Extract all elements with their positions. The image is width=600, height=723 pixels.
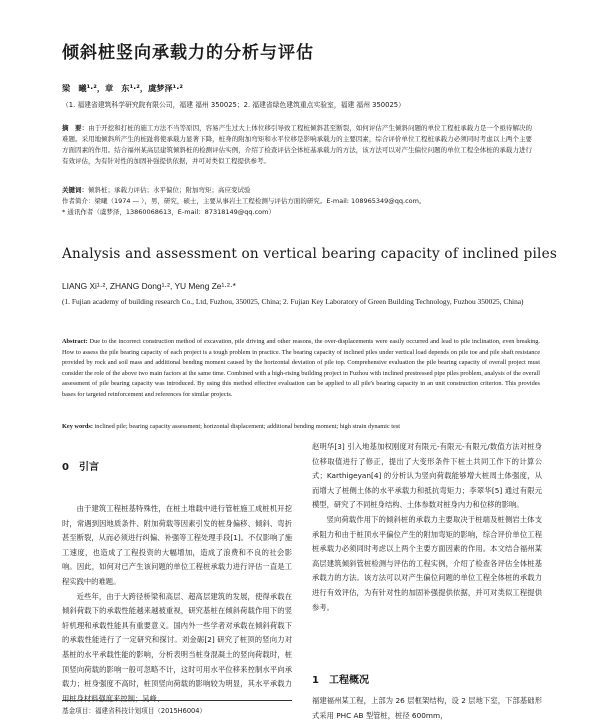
english-title: Analysis and assessment on vertical bearing capacity of inclined piles: [62, 246, 558, 262]
funding-footnote: 基金项目：福建省科技计划项目（2015H6004）: [62, 707, 207, 715]
intro-paragraph-2: 近些年，由于大跨径桥梁和高层、超高层建筑的发展，使得承载在倾斜荷载下的承载性能越来越被重视，研究基桩在倾斜荷载作用下的竖轩机理和承载性能具有重要意义。国内外一些学者对承载在倾斜荷载下的承载性能进行了一定研究和探讨。刘金砺[2] 研究了桩顶的竖向力对基桩的水平承载性能的影响，分析表明当桩身混凝土的竖向荷载时，桩顶竖向荷载的影响一般可忽略不计，这时可用水平位移来控制水平向承载力；桩身强度不高时，桩顶竖向荷载的影响较为明显，其水平承载力用桩身材料强度来控制；吴峰、: [62, 591, 292, 703]
chinese-abstract: [62, 123, 532, 167]
footnote-divider: [62, 700, 292, 701]
left-column: [62, 502, 292, 706]
english-affiliation: (1. Fujian academy of building research Co., Ltd, Fuzhou, 350025, China; 2. Fujian Key Laboratory of Green Building Technology, Fuzhou 350025, China): [62, 297, 524, 306]
english-abstract: [62, 337, 540, 401]
english-keywords-label: Key words:: [62, 423, 93, 430]
right-column: [312, 440, 542, 615]
chinese-title: 倾斜桩竖向承载力的分析与评估: [62, 43, 314, 63]
english-authors: LIANG Xi¹·², ZHANG Dong¹·², YU Meng Ze¹·²·*: [62, 281, 236, 291]
intro-paragraph-1: 由于建筑工程桩基特殊性，在桩土堆载中进行管桩施工成桩机开挖时，常遇到因地质条件、附加荷载等因素引发的桩身偏移、倾斜、弯折甚至断裂，从而必须进行纠偏、补强等工程处理手段[1]。不仅影响了施工速度，也造成了工程投资的大幅增加，造成了浪费和不良的社会影响。因此，如何对已产生该问题的单位工程桩承载力进行评估一直是工程实践中的难题。: [62, 504, 292, 586]
chinese-keywords-label: 关键词：: [62, 186, 88, 194]
right-paragraph-2: 竖向荷载作用下的倾斜桩的承载力主要取决于桩端及桩侧岩土体支承阻力和由于桩顶水平偏位产生的附加弯矩的影响，综合评价单位工程桩承载力必须同时考虑以上两个主要方面因素的作用。本文结合福州某高层建筑倾斜管桩检测与评估的工程实例，介绍了检查各评估全体桩基承载力的方法。该方法可以对产生偏位问题的单位工程全体桩的承载力进行有效评估，为有针对性的加固补强提供依据，并可对类似工程提供参考。: [312, 514, 542, 612]
english-abstract-text: Due to the incorrect construction method of excavation, pile driving and other reasons, the over-displacements were easily occurred and lead to pile inclination, even breaking. How to assess the pile bearing capacity of each project is a tough problem in practice. The bearing capacity of inclined piles under vertical load depends on pile toe and pile shaft resistance provided by rock and soil mass and additional bending moment caused by the horizontal deviation of pile top. Comprehensive evaluation the pile bearing capacity of overall project must consider the role of the above two main factors at the same time. Combined with a high-rising building project in Fuzhou with inclined prestressed pipe piles problem, analysis of the overall assessment of pile bearing capacity was introduced. By using this method effective evaluation can be applied to all pile's bearing capacity in an unit construction criterion. This provides bases for targeted reinforcement and references for similar projects.: [62, 338, 540, 398]
chinese-affiliation: （1. 福建省建筑科学研究院有限公司，福建 福州 350025；2. 福建省绿色建筑重点实验室，福建 福州 350025）: [62, 101, 405, 109]
english-abstract-label: Abstract:: [62, 338, 88, 345]
chinese-abstract-text: 由于开挖和打桩的施工方法不当等原因，容易产生过大上体位移引导致工程桩倾斜甚至断裂，如何评估产生倾斜问题的单位工程桩承载力是一个亟待解决的难题。采用地倾斜所产生的桩趾将使承载力显著下降，桩身的附加弯矩和水平位移是影响承载力的主要因素，综合评价单位工程桩承载力必须同时考虑以上两个主要方面因素的作用。结合福州某高层建筑倾斜桩的检测评估实例，介绍了检查评估全体桩基承载力的方法，该方法可以对产生偏位问题的单位工程全体桩的承载力进行有效评估，为有针对性的加固补强提供依据，并可对类似工程提供参考。: [62, 124, 533, 165]
right-paragraph-1: 赵明华[3] 引入地基加权刚度对有限元-有限元-有限元/数值方法对桩身位移取值进行了修正，提出了大变形条件下桩土共同工作下的计算公式；Karthigeyan[4] 的分析认为竖向荷载能够增大桩周土体强度，从而增大了桩侧土体的水平承载力和抵抗弯矩力；李翠华[5] 通过有限元模型，研究了不同桩身结构、土体参数对桩身内力和位移的影响。: [312, 442, 542, 510]
author-note: 作者简介：梁曦（1974 — ），男，研究，硕士，主要从事岩土工程检测与评估方面的研究。E-mail: 108965349@qq.com。: [62, 197, 426, 205]
corresponding-author: * 通讯作者（虞梦泽，13860068613，E-mail：87318149@qq.com）: [62, 208, 275, 216]
section-heading-project-overview: 1 工程概况: [312, 675, 369, 686]
chinese-keywords-text: 倾斜桩；承载力评估；水平偏位；附加弯矩；高应变试验: [88, 186, 251, 194]
section-heading-introduction: 0 引言: [62, 462, 99, 473]
english-keywords-text: inclined pile; bearing capacity assessment; horizontal displacement; additional bending moment; high strain dynamic test: [94, 423, 401, 430]
project-paragraph: 福建福州某工程，上部为 26 层框架结构，设 2 层地下室，下部基础形式采用 PHC AB 型管桩，桩径 600mm，: [312, 696, 542, 720]
chinese-keywords: [62, 185, 532, 196]
chinese-authors: 梁 曦¹·²，章 东¹·²，虞梦泽¹·²: [62, 83, 183, 93]
chinese-abstract-label: 摘 要：: [62, 124, 89, 132]
english-keywords: [62, 422, 540, 433]
